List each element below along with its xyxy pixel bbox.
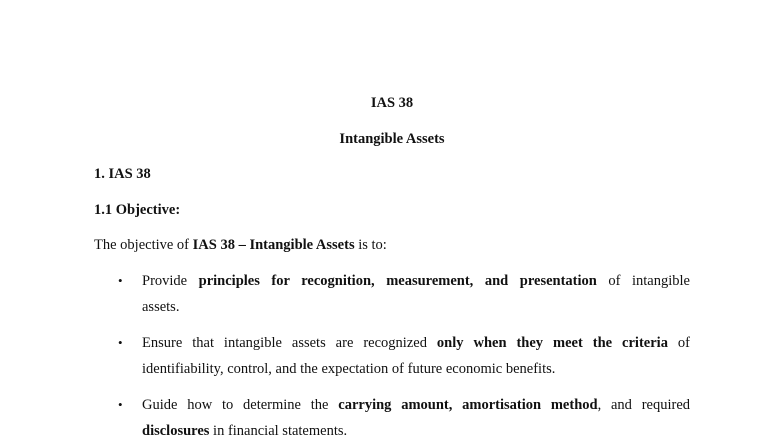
- bullet-marker: •: [118, 397, 123, 412]
- intro-bold-text: IAS 38 – Intangible Assets: [192, 237, 355, 253]
- intro-paragraph: [94, 237, 387, 254]
- bullet-line: [142, 397, 690, 414]
- bullet-marker: •: [118, 273, 123, 288]
- bullet-bold-text: disclosures: [142, 423, 210, 439]
- bullet-text-end: of intangible: [596, 273, 690, 289]
- bullet-bold-text: principles for recognition, measurement, and presentation: [198, 273, 597, 289]
- section-heading: 1. IAS 38: [94, 166, 151, 182]
- intro-text-end: is to:: [354, 237, 387, 253]
- bullet-text-end: of: [667, 335, 690, 351]
- bullet-bold-text: only when they meet the criteria: [436, 335, 668, 351]
- bullet-line: [142, 299, 690, 316]
- intro-text: The objective of: [94, 237, 193, 253]
- bullet-text: identifiability, control, and the expectation of future economic benefits.: [142, 361, 556, 377]
- bullet-text: Guide how to determine the: [142, 397, 339, 413]
- bullet-line: [142, 423, 690, 440]
- bullet-text: Ensure that intangible assets are recognized: [142, 335, 437, 351]
- bullet-line: [142, 335, 690, 352]
- bullet-text-end: , and required: [597, 397, 691, 413]
- document-title: IAS 38: [370, 95, 414, 111]
- bullet-text-end: in financial statements.: [209, 423, 348, 439]
- bullet-line: [142, 273, 690, 290]
- bullet-marker: •: [118, 335, 123, 350]
- bullet-bold-text: carrying amount, amortisation method: [338, 397, 598, 413]
- bullet-line: [142, 361, 690, 378]
- subsection-heading: 1.1 Objective:: [94, 202, 181, 218]
- bullet-text: assets.: [142, 299, 180, 315]
- document-subtitle: Intangible Assets: [339, 131, 445, 147]
- bullet-text: Provide: [142, 273, 199, 289]
